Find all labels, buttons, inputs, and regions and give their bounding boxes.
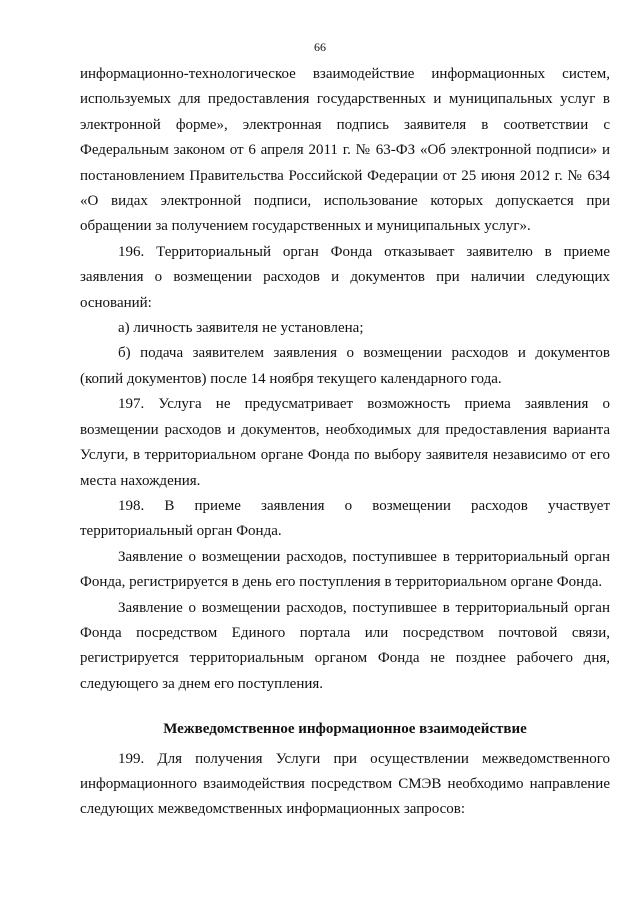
paragraph-group-top — [80, 62, 610, 697]
paragraph: а) личность заявителя не установлена; — [118, 320, 364, 337]
paragraph-group-bottom — [80, 747, 610, 823]
document-body — [80, 62, 610, 823]
paragraph: 197. Услуга не предусматривает возможность приема заявления о возмещении расходов и документов, необходимых для предоставления варианта Услуги, в территориальном органе Фонда по выбору заявителя независимо от его места нахождения. — [80, 396, 610, 489]
paragraph: Заявление о возмещении расходов, поступившее в территориальный орган Фонда, регистрируется в день его поступления в территориальном органе Фонда. — [80, 548, 610, 591]
paragraph: б) подача заявителем заявления о возмещении расходов и документов (копий документов) после 14 ноября текущего календарного года. — [80, 345, 610, 387]
paragraph: 199. Для получения Услуги при осуществлении межведомственного информационного взаимодействия посредством СМЭВ необходимо направление следующих межведомственных информационных запросов: — [80, 750, 610, 818]
page-number: 66 — [314, 40, 326, 54]
paragraph: Заявление о возмещении расходов, поступившее в территориальный орган Фонда посредством Единого портала или посредством почтовой связи, регистрируется территориальным органом Фонда не позднее рабочего дня, следующего за днем его поступления. — [80, 599, 610, 692]
paragraph: 196. Территориальный орган Фонда отказывает заявителю в приеме заявления о возмещении расходов и документов при наличии следующих оснований: — [80, 243, 610, 311]
paragraph: 198. В приеме заявления о возмещении расходов участвует территориальный орган Фонда. — [80, 497, 610, 540]
paragraph: информационно-технологическое взаимодействие информационных систем, используемых для предоставления государственных и муниципальных услуг в электронной форме», электронная подпись заявителя в соответствии с Федеральным законом от 6 апреля 2011 г. № 63-ФЗ «Об электронной подписи» и постановлением Правительства Российской Федерации от 25 июня 2012 г. № 634 «О видах электронной подписи, использование которых допускается при обращении за получением государственных и муниципальных услуг». — [80, 66, 610, 235]
section-heading: Межведомственное информационное взаимодействие — [163, 721, 527, 738]
